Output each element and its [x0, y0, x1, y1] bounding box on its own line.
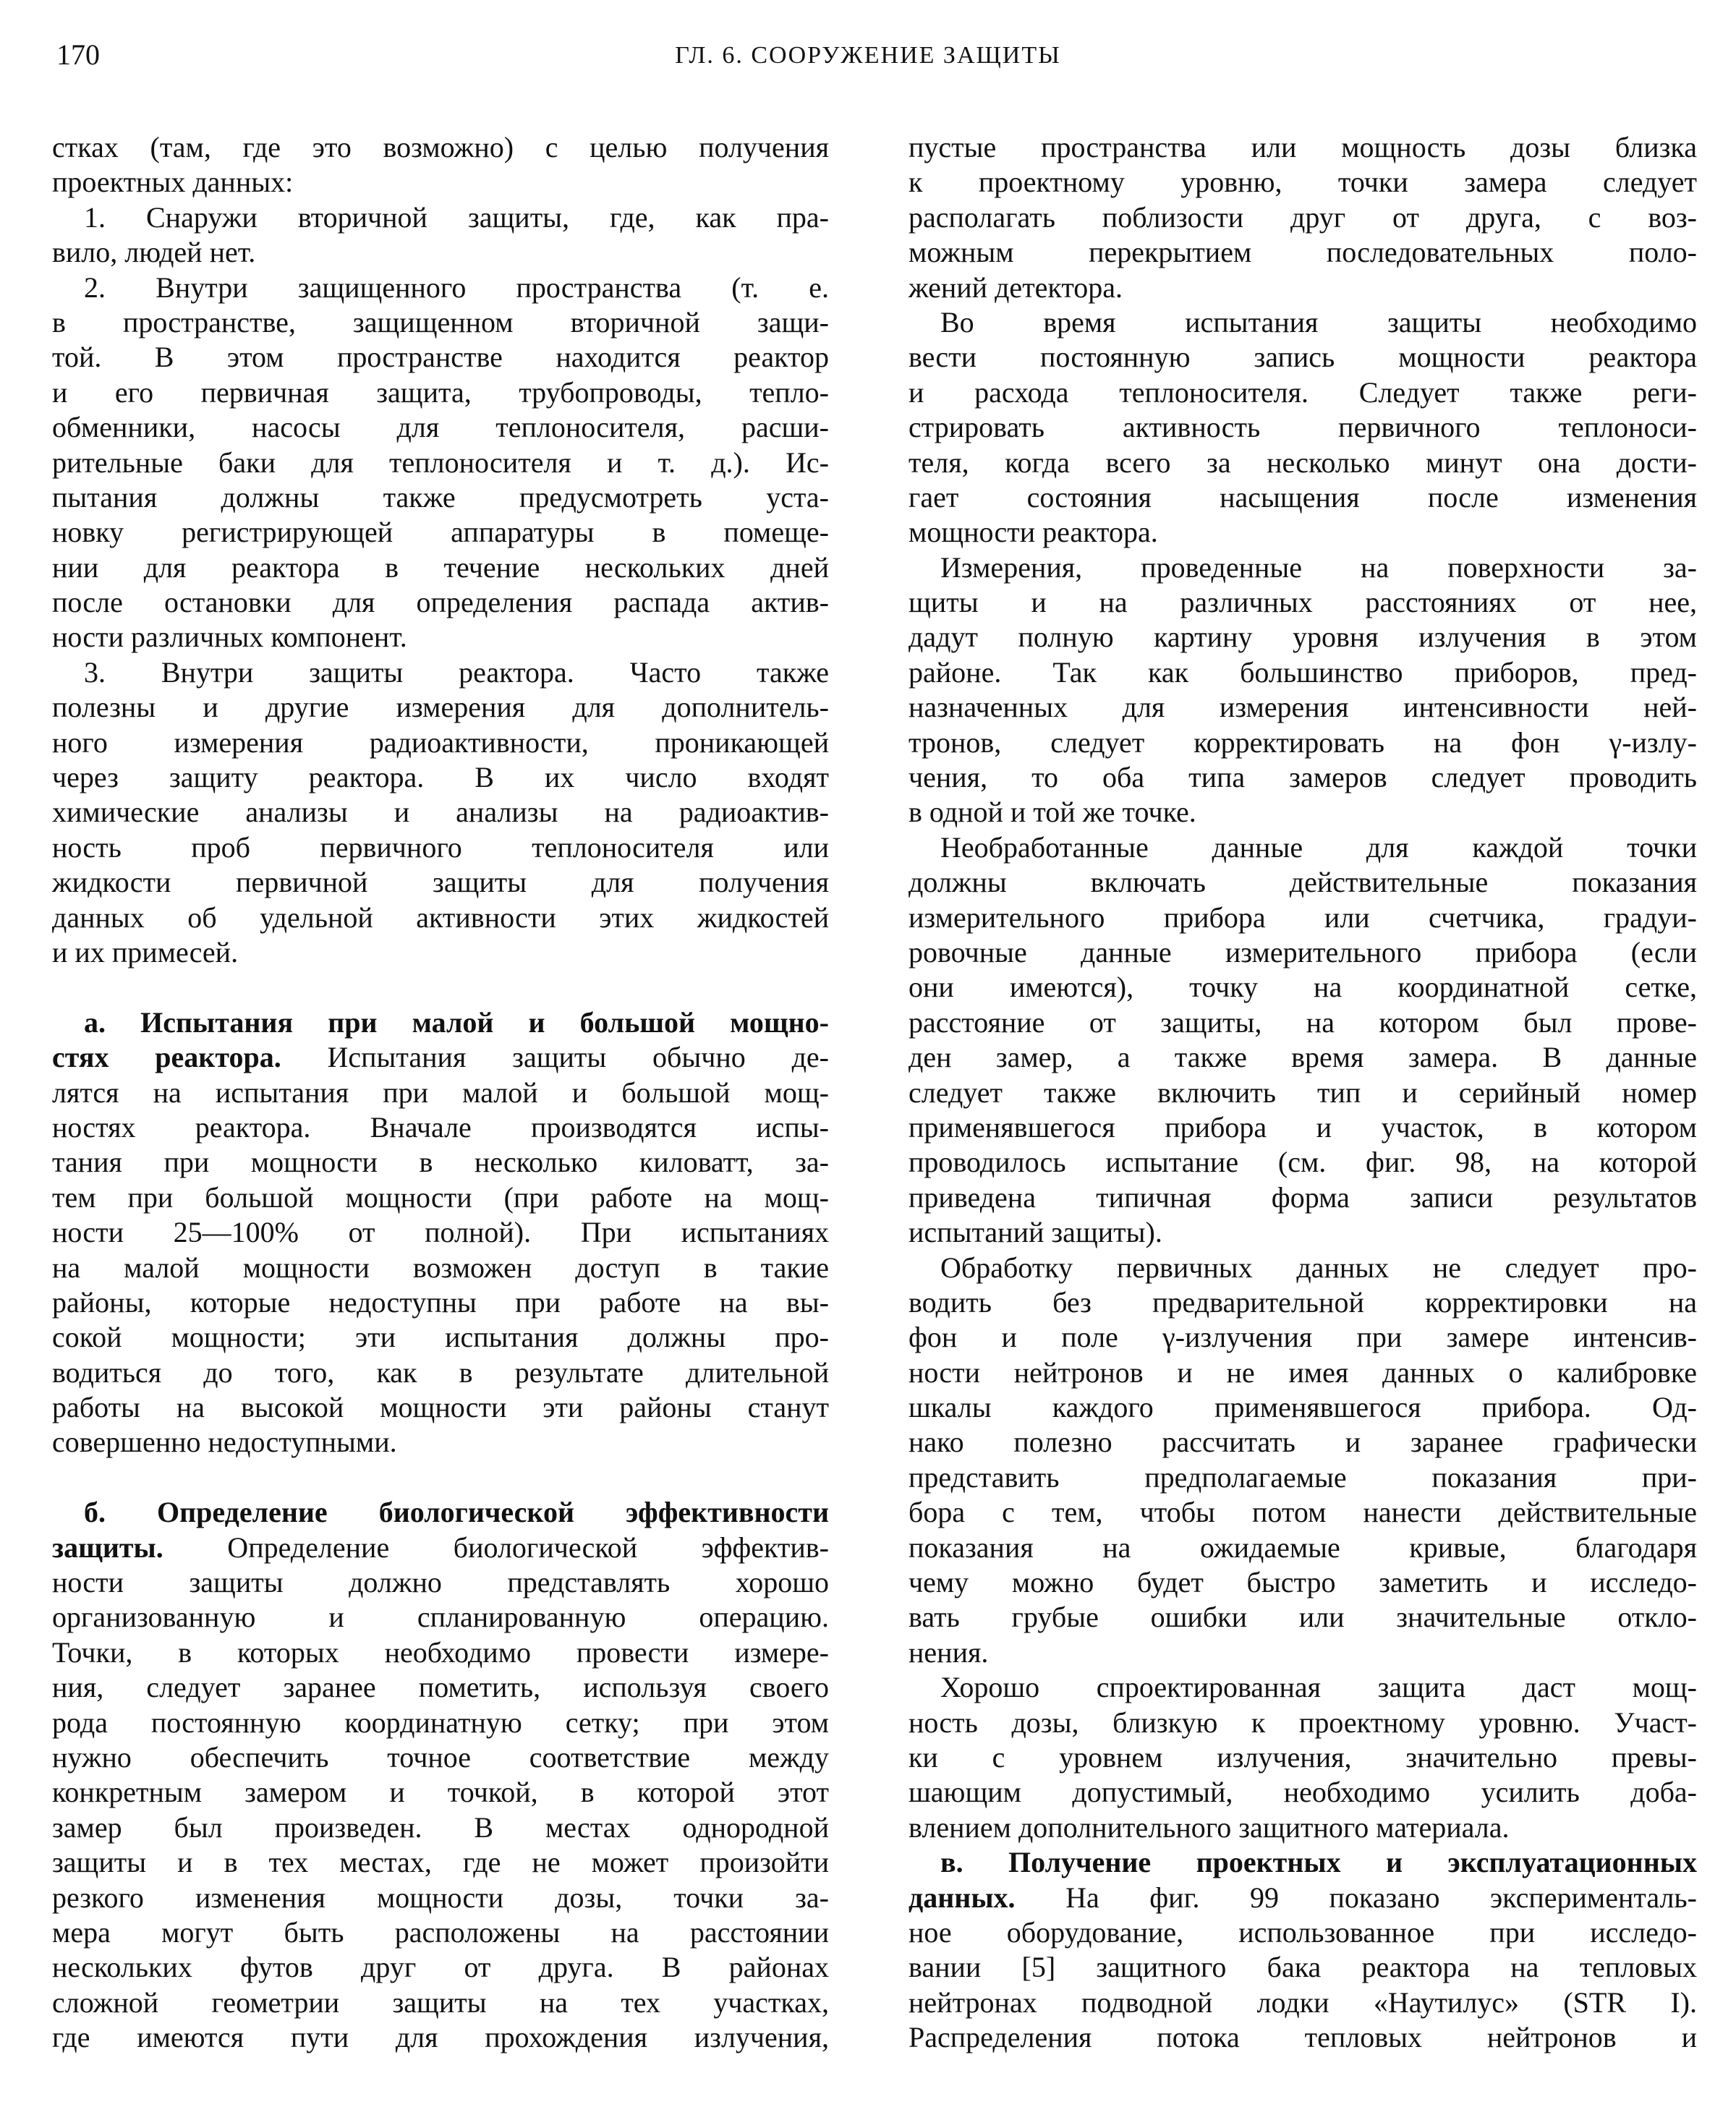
text-line: ность проб первичного теплоносителя или [52, 830, 829, 864]
text-line: должны включать действительные показания [909, 866, 1697, 899]
text-line: защиты и в тех местах, где не может произойти [52, 1846, 829, 1879]
text-run: На фиг. 99 показано эксперименталь- [1015, 1881, 1697, 1914]
text-line: ровочные данные измерительного прибора (если [909, 935, 1697, 969]
text-line [909, 1845, 1697, 1880]
text-line: на малой мощности возможен доступ в такие [52, 1251, 829, 1284]
text-line: водиться до того, как в результате длительной [52, 1355, 829, 1389]
text-line: полезны и другие измерения для дополнитель- [52, 691, 829, 724]
text-line: показания на ожидаемые кривые, благодаря [909, 1531, 1697, 1564]
text-line: стрировать активность первичного теплоноси- [909, 411, 1697, 444]
text-line: проводилось испытание (см. фиг. 98, на которой [909, 1146, 1697, 1179]
text-line: Точки, в которых необходимо провести измере- [52, 1635, 829, 1669]
page-number: 170 [56, 38, 100, 71]
text-line: гает состояния насыщения после изменения [909, 480, 1697, 514]
text-line: конкретным замером и точкой, в которой этот [52, 1776, 829, 1809]
section-heading: а. Испытания при малой и большой мощно- [84, 1005, 829, 1039]
right-column [909, 130, 1697, 2055]
paragraph [52, 271, 829, 655]
text-line: жидкости первичной защиты для получения [52, 866, 829, 899]
text-line: вании [5] защитного бака реактора на тепловых [909, 1951, 1697, 1984]
text-line: нения. [909, 1635, 989, 1669]
text-line: районы, которые недоступны при работе на вы- [52, 1285, 829, 1319]
text-line [52, 1040, 829, 1075]
text-line: жений детектора. [909, 271, 1123, 304]
text-line: рода постоянную координатную сетку; при этом [52, 1706, 829, 1739]
text-line: нескольких футов друг от друга. В районах [52, 1951, 829, 1984]
text-line: тем при большой мощности (при работе на мощ- [52, 1180, 829, 1214]
text-line: расстояние от защиты, на котором был прове- [909, 1005, 1697, 1039]
text-line: в одной и той же точке. [909, 796, 1196, 829]
section-heading: б. Определение биологической эффективности [84, 1496, 829, 1529]
text-line: ностях реактора. Вначале производятся испы- [52, 1110, 829, 1144]
text-line: водить без предварительной корректировки на [909, 1285, 1697, 1319]
text-line: они имеются), точку на координатной сетке, [909, 971, 1697, 1004]
text-line: вести постоянную запись мощности реактора [909, 341, 1697, 374]
paragraph [52, 655, 829, 971]
text-line: Обработку первичных данных не следует про- [940, 1251, 1697, 1284]
text-line: щиты и на различных расстояниях от нее, [909, 586, 1697, 619]
text-line: ности нейтронов и не имея данных о калибровке [909, 1355, 1697, 1389]
section-heading: защиты. [52, 1531, 163, 1564]
text-line: шкалы каждого применявшегося прибора. Од- [909, 1391, 1697, 1424]
running-head: ГЛ. 6. СООРУЖЕНИЕ ЗАЩИТЫ [675, 42, 1061, 69]
section-heading: данных. [909, 1881, 1016, 1914]
text-line: применявшегося прибора и участок, в котором [909, 1110, 1697, 1144]
text-line: нако полезно рассчитать и заранее графически [909, 1426, 1697, 1459]
text-line: лятся на испытания при малой и большой мощ- [52, 1076, 829, 1109]
text-line: Необработанные данные для каждой точки [940, 830, 1697, 864]
paragraph [909, 1845, 1697, 2055]
text-run: Испытания защиты обычно де- [281, 1041, 829, 1074]
text-line: можным перекрытием последовательных поло- [909, 236, 1697, 269]
text-line: 1. Снаружи вторичной защиты, где, как пра- [84, 200, 829, 234]
text-line: тронов, следует корректировать на фон γ-излу- [909, 725, 1697, 759]
text-line: после остановки для определения распада актив- [52, 586, 829, 619]
text-line: и его первичная защита, трубопроводы, тепло- [52, 375, 829, 409]
paragraph [52, 130, 829, 200]
text-line: где имеются пути для прохождения излучения, [52, 2021, 829, 2054]
text-line: ния, следует заранее пометить, используя своего [52, 1671, 829, 1704]
text-line: к проектному уровню, точки замера следует [909, 166, 1697, 199]
text-line: ности защиты должно представлять хорошо [52, 1566, 829, 1599]
text-line: пустые пространства или мощность дозы близка [909, 131, 1697, 163]
text-line: проектных данных: [52, 166, 294, 199]
text-line: тания при мощности в несколько киловатт, за- [52, 1146, 829, 1179]
text-line: той. В этом пространстве находится реактор [52, 341, 829, 374]
text-line: чему можно будет быстро заметить и исследо- [909, 1566, 1697, 1599]
text-line: дадут полную картину уровня излучения в этом [909, 621, 1697, 654]
section-heading: стях реактора. [52, 1041, 281, 1074]
paragraph [909, 1670, 1697, 1845]
text-line: ности различных компонент. [52, 621, 407, 654]
text-line: чения, то оба типа замеров следует проводить [909, 761, 1697, 794]
text-line: нии для реактора в течение нескольких дней [52, 550, 829, 584]
text-line: Во время испытания защиты необходимо [940, 305, 1697, 339]
text-line: назначенных для измерения интенсивности ней- [909, 691, 1697, 724]
text-line: испытаний защиты). [909, 1216, 1162, 1249]
text-line: ное оборудование, использованное при исследо- [909, 1915, 1697, 1949]
text-line: стках (там, где это возможно) с целью получения [52, 131, 829, 163]
paragraph [909, 1251, 1697, 1671]
text-line: новку регистрирующей аппаратуры в помеще- [52, 516, 829, 549]
text-line: нужно обеспечить точное соответствие между [52, 1740, 829, 1774]
text-line: измерительного прибора или счетчика, градуи- [909, 901, 1697, 934]
text-line: пытания должны также предусмотреть уста- [52, 480, 829, 514]
paragraph [52, 200, 829, 271]
text-line: следует также включить тип и серийный номер [909, 1076, 1697, 1109]
text-line: теля, когда всего за несколько минут она дости- [909, 446, 1697, 479]
text-line: приведена типичная форма записи результатов [909, 1180, 1697, 1214]
text-line: мера могут быть расположены на расстоянии [52, 1915, 829, 1949]
text-line: ден замер, а также время замера. В данные [909, 1041, 1697, 1074]
text-line: в пространстве, защищенном вторичной защи- [52, 305, 829, 339]
text-line: ного измерения радиоактивности, проникающей [52, 725, 829, 759]
text-line: 3. Внутри защиты реактора. Часто также [84, 655, 829, 689]
paragraph [52, 1495, 829, 2055]
text-line: Хорошо спроектированная защита даст мощ- [940, 1671, 1697, 1704]
text-line: организованную и спланированную операцию. [52, 1601, 829, 1634]
text-line [52, 1005, 829, 1040]
text-line [909, 1881, 1697, 1915]
text-line [52, 1495, 829, 1530]
text-line [52, 1531, 829, 1565]
paragraph [909, 830, 1697, 1251]
text-line: ность дозы, близкую к проектному уровню. Участ- [909, 1706, 1697, 1739]
text-line: рительные баки для теплоносителя и т. д.). Ис- [52, 446, 829, 479]
text-line: ки с уровнем излучения, значительно превы- [909, 1740, 1697, 1774]
text-line: Измерения, проведенные на поверхности за- [940, 550, 1697, 584]
text-line: данных об удельной активности этих жидкостей [52, 901, 829, 934]
text-line: совершенно недоступными. [52, 1426, 397, 1459]
text-line: влением дополнительного защитного материала. [909, 1810, 1510, 1844]
text-line: резкого изменения мощности дозы, точки за- [52, 1881, 829, 1914]
text-line: и расхода теплоносителя. Следует также реги- [909, 375, 1697, 409]
text-run: Определение биологической эффектив- [163, 1531, 829, 1564]
section-heading: в. Получение проектных и эксплуатационных [940, 1846, 1697, 1879]
text-line: фон и поле γ-излучения при замере интенсив- [909, 1321, 1697, 1354]
text-line: сокой мощности; эти испытания должны про- [52, 1321, 829, 1354]
text-line: нейтронах подводной лодки «Наутилус» (STR I). [909, 1985, 1697, 2019]
text-line: работы на высокой мощности эти районы станут [52, 1391, 829, 1424]
text-line: вило, людей нет. [52, 236, 256, 269]
text-line: Распределения потока тепловых нейтронов и [909, 2021, 1697, 2054]
paragraph [909, 130, 1697, 305]
text-line: химические анализы и анализы на радиоактив- [52, 796, 829, 829]
text-line: располагать поблизости друг от друга, с воз- [909, 200, 1697, 234]
text-line: и их примесей. [52, 935, 239, 969]
text-line: обменники, насосы для теплоносителя, расши- [52, 411, 829, 444]
paragraph [909, 550, 1697, 830]
text-line: ности 25—100% от полной). При испытаниях [52, 1216, 829, 1249]
paragraph [52, 1005, 829, 1460]
text-line: шающим допустимый, необходимо усилить доба- [909, 1776, 1697, 1809]
text-line: представить предполагаемые показания при- [909, 1460, 1697, 1494]
text-line: через защиту реактора. В их число входят [52, 761, 829, 794]
text-line: замер был произведен. В местах однородной [52, 1810, 829, 1844]
text-line: мощности реактора. [909, 516, 1158, 549]
text-line: сложной геометрии защиты на тех участках, [52, 1985, 829, 2019]
text-line: бора с тем, чтобы потом нанести действительные [909, 1496, 1697, 1529]
text-line: районе. Так как большинство приборов, пред- [909, 655, 1697, 689]
left-column [52, 130, 829, 2055]
paragraph [909, 305, 1697, 550]
text-line: 2. Внутри защищенного пространства (т. е. [84, 271, 829, 304]
text-line: вать грубые ошибки или значительные откло- [909, 1601, 1697, 1634]
